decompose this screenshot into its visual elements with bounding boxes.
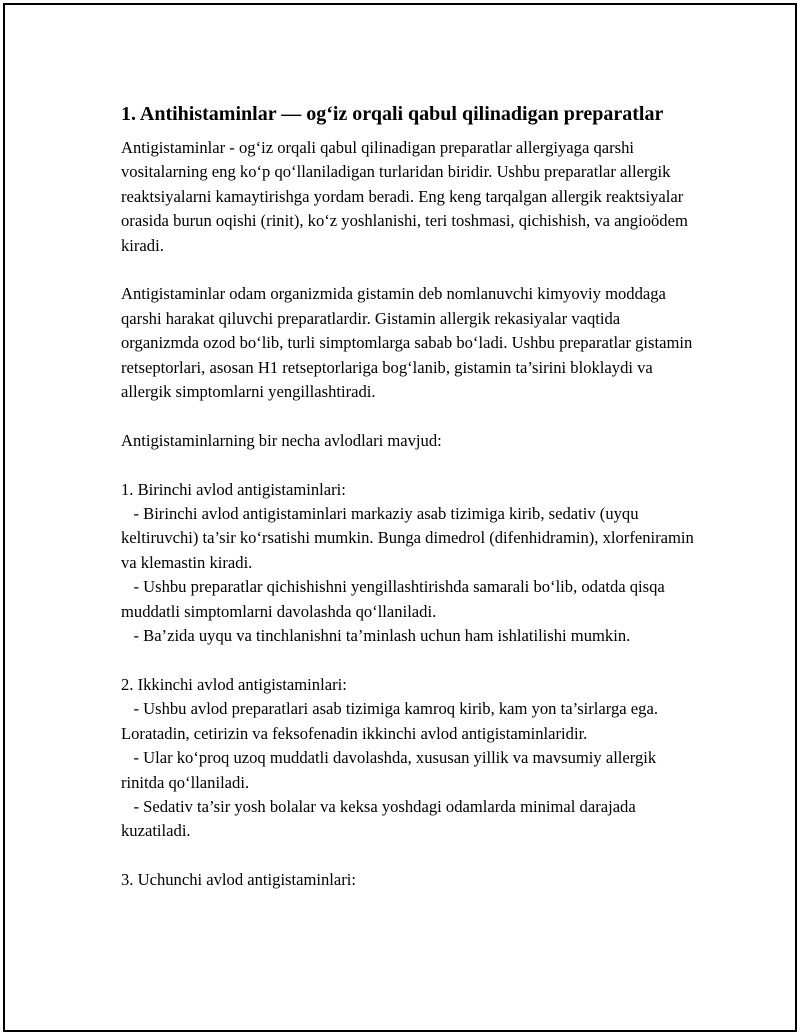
page-frame — [3, 3, 797, 1032]
paragraph-first-generation: 1. Birinchi avlod antigistaminlari: - Birinchi avlod antigistaminlari markaziy asab tizimiga kirib, sedativ (uyqu keltiruvchi) ta’sir ko‘rsatishi mumkin. Bunga dimedrol (difenhidramin), xlorfeniramin va klemastin kiradi. - Ushbu preparatlar qichishishni yengillashtirishda samarali bo‘lib, odatda qisqa muddatli simptomlarni davolashda qo‘llaniladi. - Ba’zida uyqu va tinchlanishni ta’minlash uchun ham ishlatilishi mumkin. — [121, 479, 694, 646]
paragraph-generations-intro: Antigistaminlarning bir necha avlodlari mavjud: — [121, 430, 442, 450]
paragraph-intro: Antigistaminlar - og‘iz orqali qabul qilinadigan preparatlar allergiyaga qarshi vositalarning eng ko‘p qo‘llaniladigan turlaridan biridir. Ushbu preparatlar allergik reaktsiyalarni kamaytirishga yordam beradi. Eng keng tarqalgan allergik reaktsiyalar orasida burun oqishi (rinit), ko‘z yoshlanishi, teri toshmasi, qichishish, va angioödem kiradi. — [121, 138, 693, 255]
paragraph-third-generation: 3. Uchunchi avlod antigistaminlari: — [121, 870, 357, 890]
paragraph-second-generation: 2. Ikkinchi avlod antigistaminlari: - Ushbu avlod preparatlari asab tizimiga kamroq kirib, kam yon ta’sirlarga ega. Loratadin, cetirizin va feksofenadin ikkinchi avlod antigistaminlaridir. - Ular ko‘proq uzoq muddatli davolashda, xususan yillik va mavsumiy allergik rinitda qo‘llaniladi. - Sedativ ta’sir yosh bolalar va keksa yoshdagi odamlarda minimal darajada kuzatiladi. — [121, 674, 658, 841]
paragraph-mechanism: Antigistaminlar odam organizmida gistamin deb nomlanuvchi kimyoviy moddaga qarshi harakat qiluvchi preparatlardir. Gistamin allergik rekasiyalar vaqtida organizmda ozod bo‘lib, turli simptomlarga sabab bo‘ladi. Ushbu preparatlar gistamin retseptorlari, asosan H1 retseptorlariga bog‘lanib, gistamin ta’sirini bloklaydi va allergik simptomlarni yengillashtiradi. — [121, 284, 697, 402]
document-body — [121, 101, 701, 893]
document-title: 1. Antihistaminlar — og‘iz orqali qabul qilinadigan preparatlar — [121, 103, 664, 125]
